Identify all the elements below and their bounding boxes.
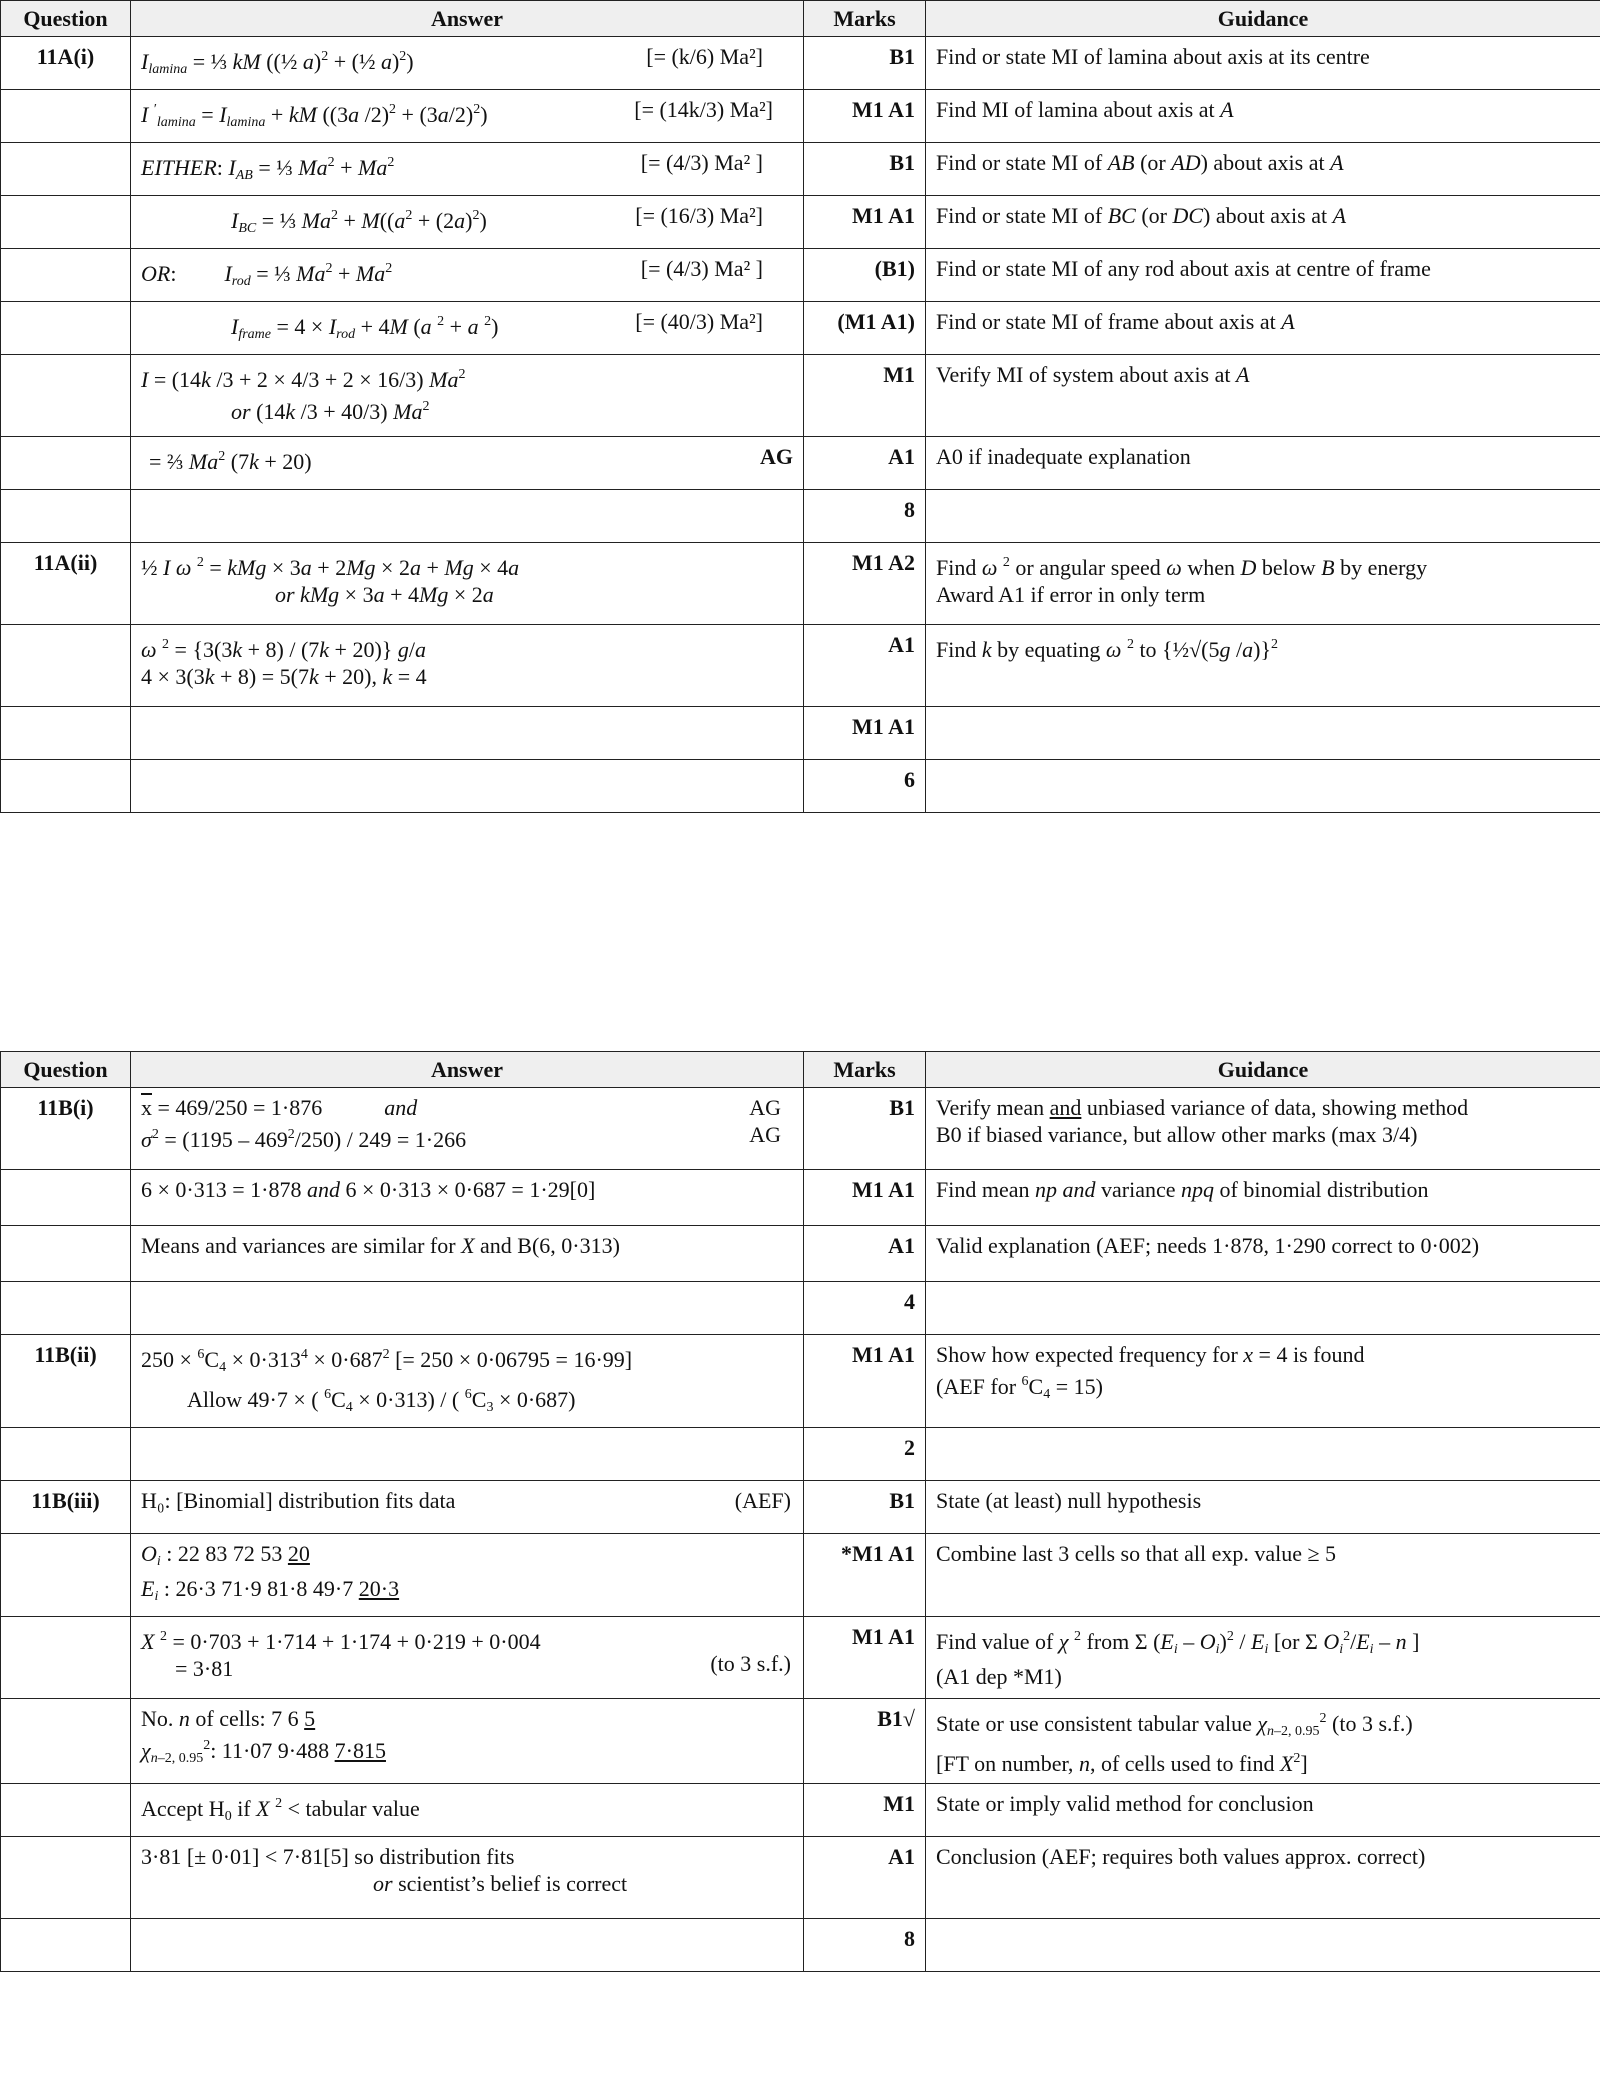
answer-line: ω $^2$ = {3(3k + 8) / (7k + 20)} g/a [141,637,426,662]
guidance-cell: Find or state MI of BC (or DC) about axis at A [926,196,1600,249]
question-label: 11B(ii) [1,1335,131,1428]
guidance-header: Guidance [926,1,1600,37]
answer-ag: AG [749,1095,781,1120]
guidance-cell: Combine last 3 cells so that all exp. value ≥ 5 [926,1534,1600,1617]
answer-expression: I $'_{lamina} = I_{lamina}$ + kM ((3a $/2)^2 + (3a/2)^2$) [141,102,488,130]
answer-cell [131,1088,804,1170]
table-row [1,625,1600,707]
guidance-cell: Valid explanation (AEF; needs 1·878, 1·290 correct to 0·002) [926,1226,1600,1282]
table-row [1,490,1600,543]
marks-total: 8 [804,490,926,543]
table-row [1,143,1600,196]
marks-cell: M1 A1 [804,196,926,249]
table-row [1,1534,1600,1617]
marks-cell: M1 A1 [804,1170,926,1226]
answer-line: $250 \times ^6C_4 \times 0\cdot 313^4 \times 0\cdot 687^2$ [= 250 × 0·06795 = 16·99] [141,1347,633,1375]
marks-total: 8 [804,1919,926,1972]
question-header: Question [1,1,131,37]
marks-header: Marks [804,1,926,37]
answer-result: [= (4/3) Ma² ] [640,256,763,281]
answer-line: 3·81 [± 0·01] < 7·81[5] so distribution fits [141,1844,515,1869]
answer-cell [131,196,804,249]
guidance-cell: State or use consistent tabular value $\chi_{n-2, 0.95}^2$ (to 3 s.f.) [FT on number, n, of cells used to find $X^2$] [926,1699,1600,1784]
marks-cell: B1 [804,1088,926,1170]
answer-cell: 6 × 0·313 = 1·878 and 6 × 0·313 × 0·687 = 1·29[0] [131,1170,804,1226]
answer-line: 4 × 3(3k + 8) = 5(7k + 20), k = 4 [141,664,427,689]
table-row [1,1837,1600,1919]
answer-result: [= (16/3) Ma²] [635,203,763,228]
question-label: 11A(i) [1,37,131,90]
answer-line: $E_i$ : 26·3 71·9 81·8 49·7 20·3 [141,1576,400,1604]
answer-line: or kMg × 3a + 4Mg × 2a [275,582,494,607]
answer-note: (to 3 s.f.) [710,1651,791,1676]
marks-cell: A1 [804,1226,926,1282]
answer-cell [131,625,804,707]
table-row [1,1919,1600,1972]
answer-line: or (14k /3 + 40/3) Ma$^2$ [231,399,430,424]
answer-line: = 3·81 [175,1656,234,1681]
answer-expression: OR: $I_{rod}$ = ⅓ $Ma^2 + Ma^2$ [141,261,393,289]
guidance-cell: Find ω $^2$ or angular speed ω when D below B by energy Award A1 if error in only term [926,543,1600,625]
marks-cell: B1 [804,143,926,196]
guidance-cell: A0 if inadequate explanation [926,437,1600,490]
answer-header: Answer [131,1052,804,1088]
answer-cell [131,355,804,437]
answer-cell: Accept $H_0$ if X $^2$ < tabular value [131,1784,804,1837]
table-row [1,1699,1600,1784]
table-row [1,437,1600,490]
answer-expression: = ⅔ Ma$^2$ (7k + 20) [149,449,312,474]
marks-cell: M1 [804,355,926,437]
marks-cell: B1 [804,1481,926,1534]
answer-ag: AG [749,1122,781,1147]
guidance-header: Guidance [926,1052,1600,1088]
guidance-cell: Verify MI of system about axis at A [926,355,1600,437]
guidance-cell: Verify mean and unbiased variance of data, showing method B0 if biased variance, but allow other marks (max 3/4) [926,1088,1600,1170]
answer-line: $\chi_{n-2, 0.95}^2$: 11·07 9·488 7·815 [141,1738,386,1766]
guidance-cell: Conclusion (AEF; requires both values approx. correct) [926,1837,1600,1919]
table-row [1,37,1600,90]
answer-line: Allow 49·7 × ( $^6C_4 \times 0\cdot 313$) / ( $^6C_3 \times 0\cdot 687$) [187,1387,576,1415]
marks-cell: A1 [804,1837,926,1919]
answer-cell: Means and variances are similar for X and B(6, 0·313) [131,1226,804,1282]
marks-total: 6 [804,760,926,813]
answer-cell [131,1617,804,1699]
guidance-cell: State or imply valid method for conclusion [926,1784,1600,1837]
marks-cell: A1 [804,625,926,707]
marks-cell: M1 A1 [804,90,926,143]
question-label: 11A(ii) [1,543,131,625]
answer-line: ½ I ω $^2$ = kMg × 3a + 2Mg × 2a + Mg × 4a [141,555,520,580]
guidance-cell: Find value of χ $^2$ from Σ $(E_i - O_i)^2 / E_i$ [or Σ $O_i^2/E_i$ – n ] (A1 dep *M1) [926,1617,1600,1699]
table-row [1,302,1600,355]
answer-cell [131,543,804,625]
answer-cell [131,1335,804,1428]
guidance-cell: Find or state MI of AB (or AD) about axis at A [926,143,1600,196]
answer-note: (AEF) [734,1488,791,1513]
marks-cell: B1 [804,37,926,90]
table-row [1,90,1600,143]
guidance-cell: Find k by equating ω $^2$ to {½√(5g /a)}$^2$ [926,625,1600,707]
table-header-row [1,1,1600,37]
guidance-cell: Find or state MI of frame about axis at A [926,302,1600,355]
table-row [1,1335,1600,1428]
marks-cell: M1 A1 [804,707,926,760]
answer-cell [131,249,804,302]
table-row [1,1088,1600,1170]
answer-line: $\overline{x} = 469/250 = 1\cdot 876$ and [141,1095,418,1120]
marks-cell: M1 A1 [804,1335,926,1428]
table-row [1,1282,1600,1335]
marks-cell: (M1 A1) [804,302,926,355]
answer-expression: $I_{BC}$ = ⅓ $Ma^2 + M((a^2 + (2a)^2)$ [231,208,487,236]
question-header: Question [1,1052,131,1088]
table-row [1,707,1600,760]
answer-header: Answer [131,1,804,37]
marks-cell: M1 A2 [804,543,926,625]
table-row [1,1784,1600,1837]
guidance-cell: Find or state MI of lamina about axis at its centre [926,37,1600,90]
answer-cell [131,1699,804,1784]
marks-cell: A1 [804,437,926,490]
answer-text [141,43,793,83]
answer-expression: $I_{lamina}$ = ⅓ kM ((½ a)$^2$ + (½ a)$^2$) [141,49,414,77]
guidance-cell: Find mean np and variance npq of binomial distribution [926,1170,1600,1226]
answer-result: [= (k/6) Ma²] [646,44,763,69]
table-row [1,196,1600,249]
table-row [1,543,1600,625]
answer-expression: H₀: [Binomial] distribution fits data [141,1488,456,1513]
answer-line: or scientist’s belief is correct [373,1871,628,1896]
guidance-cell: Find MI of lamina about axis at A [926,90,1600,143]
answer-result: [= (14k/3) Ma²] [634,97,773,122]
mark-scheme-table-11a [0,0,1600,813]
answer-cell [131,302,804,355]
marks-cell: *M1 A1 [804,1534,926,1617]
answer-cell [131,90,804,143]
mark-scheme-table-11b [0,1051,1600,1972]
table-row [1,1617,1600,1699]
guidance-cell: State (at least) null hypothesis [926,1481,1600,1534]
answer-cell [131,143,804,196]
marks-cell: (B1) [804,249,926,302]
answer-result: [= (40/3) Ma²] [635,309,763,334]
table-row [1,249,1600,302]
question-label: 11B(iii) [1,1481,131,1534]
marks-total: 4 [804,1282,926,1335]
marks-cell: M1 [804,1784,926,1837]
table-row [1,760,1600,813]
answer-cell [131,1837,804,1919]
answer-line: $O_i$ : 22 83 72 53 20 [141,1541,310,1569]
answer-expression: $I_{frame} = 4 \times I_{rod} + 4M$ (a $^2$ + a $^2$) [231,314,499,342]
marks-cell: M1 A1 [804,1617,926,1699]
answer-cell [131,1481,804,1534]
table-row [1,1226,1600,1282]
answer-line: X $^2$ = 0·703 + 1·714 + 1·174 + 0·219 + 0·004 [141,1629,541,1654]
answer-result: [= (4/3) Ma² ] [640,150,763,175]
answer-line: No. n of cells: 7 6 5 [141,1706,316,1731]
table-row [1,1170,1600,1226]
answer-cell [131,37,804,90]
table-row [1,1428,1600,1481]
table-row [1,355,1600,437]
question-label: 11B(i) [1,1088,131,1170]
answer-cell [131,1534,804,1617]
answer-line: $\sigma^2 = (1195 - 469^2/250) / 249 = 1\cdot 266$ [141,1127,467,1152]
marks-header: Marks [804,1052,926,1088]
answer-line: I = (14k /3 + 2 × 4/3 + 2 × 16/3) Ma$^2$ [141,367,466,392]
answer-expression: EITHER: $I_{AB}$ = ⅓ $Ma^2 + Ma^2$ [141,155,395,183]
table-header-row [1,1052,1600,1088]
table-row [1,1481,1600,1534]
answer-ag: AG [760,444,793,469]
answer-cell [131,437,804,490]
guidance-cell: Show how expected frequency for x = 4 is found (AEF for $^6C_4 = 15$) [926,1335,1600,1428]
marks-cell: B1√ [804,1699,926,1784]
marks-total: 2 [804,1428,926,1481]
guidance-cell: Find or state MI of any rod about axis at centre of frame [926,249,1600,302]
